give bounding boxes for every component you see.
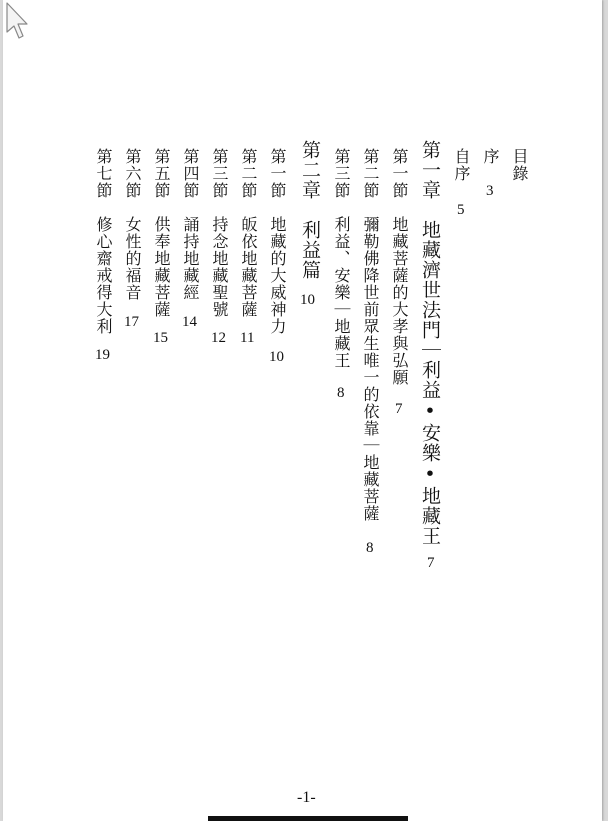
toc-entry-text: 第六節 女性的福音 (123, 148, 142, 301)
toc-entry-page: 8 (366, 540, 374, 556)
toc-entry-text: 序 (481, 148, 500, 165)
toc-entry-page: 8 (337, 385, 345, 401)
document-page (3, 0, 602, 821)
toc-entry-page: 10 (300, 292, 315, 308)
toc-entry-text: 第四節 誦持地藏經 (181, 148, 200, 301)
toc-entry-page: 5 (457, 202, 465, 218)
toc-entry-text: 第二節 皈依地藏菩薩 (239, 148, 258, 318)
toc-entry-page: 11 (240, 330, 255, 346)
toc-entry-text: 自序 (452, 148, 471, 182)
toc-chapter-text: 第一章 地藏濟世法門｜利益•安樂•地藏王 (419, 140, 441, 546)
toc-entry-text: 第一節 地藏的大威神力 (268, 148, 287, 335)
toc-entry-page: 14 (182, 314, 197, 330)
toc-entry-page: 17 (124, 314, 139, 330)
toc-entry-text: 第三節 利益、安樂｜地藏王 (332, 148, 351, 369)
toc-entry-page: 12 (211, 330, 226, 346)
toc-entry-page: 10 (269, 349, 284, 365)
toc-entry-page: 7 (427, 555, 435, 571)
toc-entry-page: 3 (486, 183, 494, 199)
page-number: -1- (297, 789, 316, 806)
toc-title: 目錄 (510, 148, 529, 182)
toc-chapter-text: 第二章 利益篇 (299, 140, 321, 280)
toc-entry-text: 第二節 彌勒佛降世前眾生唯一的依靠｜地藏菩薩 (361, 148, 380, 522)
toc-entry-page: 19 (95, 347, 110, 363)
toc-entry-text: 第三節 持念地藏聖號 (210, 148, 229, 318)
mouse-cursor-icon (6, 2, 28, 42)
toc-entry-text: 第一節 地藏菩薩的大孝與弘願 (390, 148, 409, 386)
bottom-scroll-bar[interactable] (208, 816, 408, 821)
toc-entry-text: 第五節 供奉地藏菩薩 (152, 148, 171, 318)
toc-entry-page: 7 (395, 401, 403, 417)
toc-entry-page: 15 (153, 330, 168, 346)
toc-entry-text: 第七節 修心齋戒得大利 (94, 148, 113, 335)
